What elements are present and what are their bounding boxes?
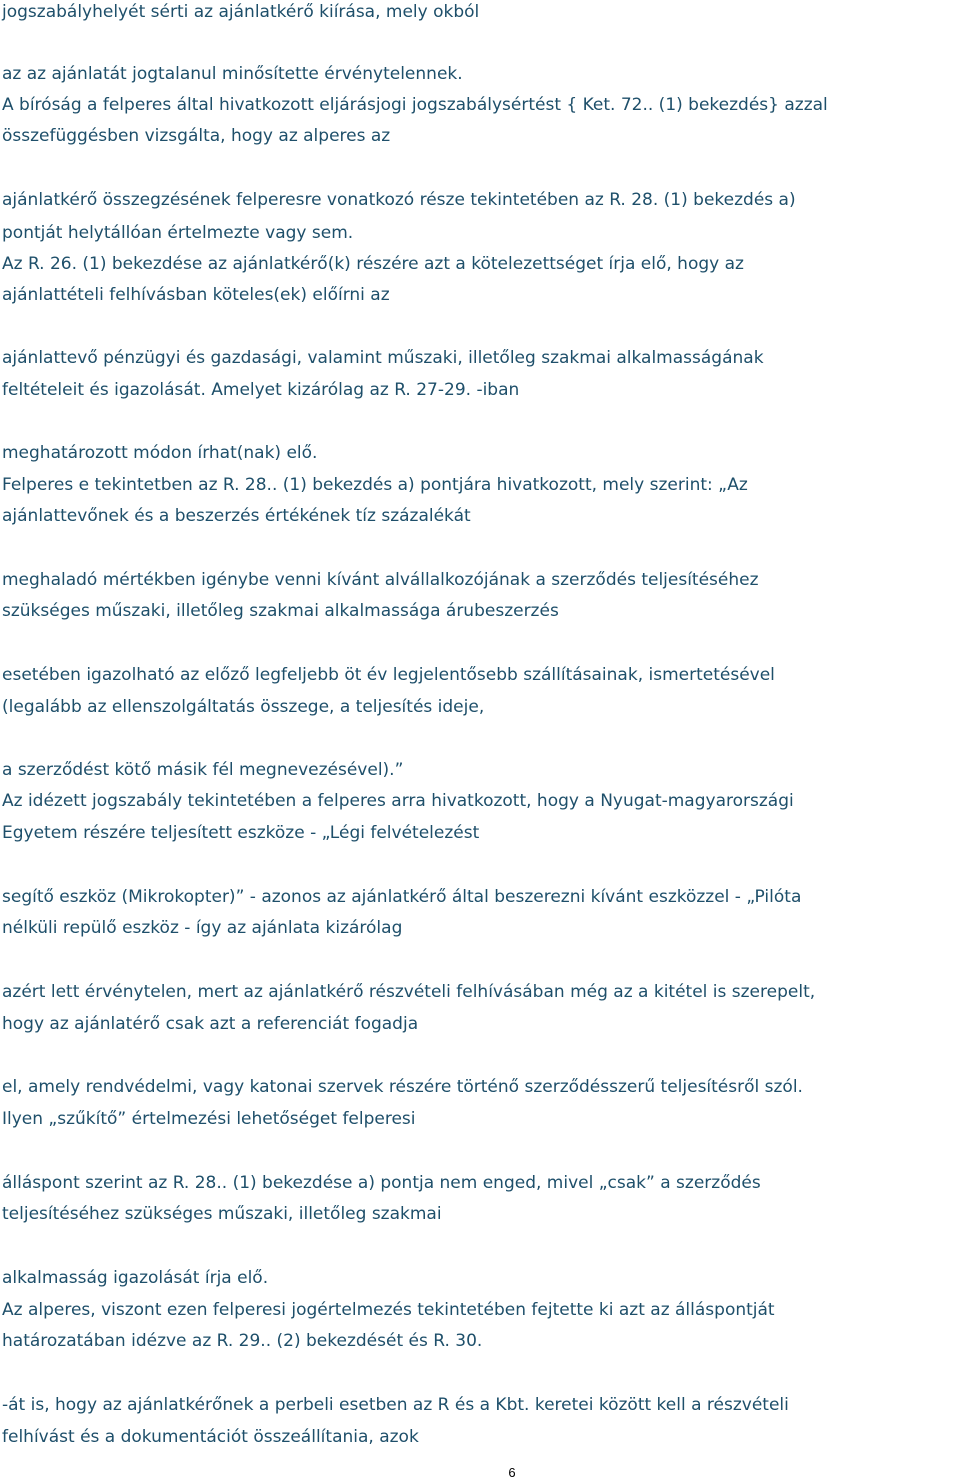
text-line-6: pontját helytállóan értelmezte vagy sem.: [2, 223, 354, 243]
text-line-4: összefüggésben vizsgálta, hogy az alperes az: [2, 126, 391, 146]
text-line-13: ajánlattevőnek és a beszerzés értékének tíz százalékát: [2, 506, 471, 526]
text-line-28: teljesítéséhez szükséges műszaki, illetőleg szakmai: [2, 1204, 442, 1224]
text-line-22: nélküli repülő eszköz - így az ajánlata kizárólag: [2, 918, 403, 938]
text-line-33: felhívást és a dokumentációt összeállítania, azok: [2, 1427, 419, 1447]
text-line-25: el, amely rendvédelmi, vagy katonai szervek részére történő szerződésszerű teljesítésről szól.: [2, 1077, 803, 1097]
text-line-9: ajánlattevő pénzügyi és gazdasági, valamint műszaki, illetőleg szakmai alkalmasságának: [2, 348, 764, 368]
text-line-5: ajánlatkérő összegzésének felperesre vonatkozó része tekintetében az R. 28. (1) bekezdés a): [2, 190, 796, 210]
text-line-20: Egyetem részére teljesített eszköze - „Légi felvételezést: [2, 823, 480, 843]
text-line-32: -át is, hogy az ajánlatkérőnek a perbeli esetben az R és a Kbt. keretei között kell a részvételi: [2, 1395, 789, 1415]
text-line-15: szükséges műszaki, illetőleg szakmai alkalmassága árubeszerzés: [2, 601, 559, 621]
text-line-10: feltételeit és igazolását. Amelyet kizárólag az R. 27-29. -iban: [2, 380, 520, 400]
text-line-19: Az idézett jogszabály tekintetében a felperes arra hivatkozott, hogy a Nyugat-magyarországi: [2, 791, 794, 811]
text-line-16: esetében igazolható az előző legfeljebb öt év legjelentősebb szállításainak, ismertetésével: [2, 665, 775, 685]
text-line-23: azért lett érvénytelen, mert az ajánlatkérő részvételi felhívásában még az a kitétel is szerepelt,: [2, 982, 816, 1002]
text-line-3: A bíróság a felperes által hivatkozott eljárásjogi jogszabálysértést { Ket. 72.. (1) bekezdés} azzal: [2, 95, 828, 115]
text-line-17: (legalább az ellenszolgáltatás összege, a teljesítés ideje,: [2, 697, 485, 717]
text-line-21: segítő eszköz (Mikrokopter)” - azonos az ajánlatkérő által beszerezni kívánt eszközzel - „Pilóta: [2, 887, 802, 907]
text-line-2: az az ajánlatát jogtalanul minősítette érvénytelennek.: [2, 64, 463, 84]
text-line-31: határozatában idézve az R. 29.. (2) bekezdését és R. 30.: [2, 1331, 483, 1351]
text-line-26: Ilyen „szűkítő” értelmezési lehetőséget felperesi: [2, 1109, 416, 1129]
text-line-27: álláspont szerint az R. 28.. (1) bekezdése a) pontja nem enged, mivel „csak” a szerződés: [2, 1173, 761, 1193]
text-line-12: Felperes e tekintetben az R. 28.. (1) bekezdés a) pontjára hivatkozott, mely szerint: „Az: [2, 475, 748, 495]
text-line-8: ajánlattételi felhívásban köteles(ek) előírni az: [2, 285, 390, 305]
text-line-30: Az alperes, viszont ezen felperesi jogértelmezés tekintetében fejtette ki azt az álláspontját: [2, 1300, 775, 1320]
text-line-18: a szerződést kötő másik fél megnevezésével).”: [2, 760, 404, 780]
text-line-29: alkalmasság igazolását írja elő.: [2, 1268, 269, 1288]
text-line-11: meghatározott módon írhat(nak) elő.: [2, 443, 318, 463]
text-line-7: Az R. 26. (1) bekezdése az ajánlatkérő(k) részére azt a kötelezettséget írja elő, hogy az: [2, 254, 744, 274]
page-number: 6: [508, 1465, 516, 1480]
text-line-1: jogszabályhelyét sérti az ajánlatkérő kiírása, mely okból: [2, 2, 480, 22]
text-line-14: meghaladó mértékben igénybe venni kívánt alvállalkozójának a szerződés teljesítéséhez: [2, 570, 759, 590]
text-line-24: hogy az ajánlatérő csak azt a referenciát fogadja: [2, 1014, 419, 1034]
